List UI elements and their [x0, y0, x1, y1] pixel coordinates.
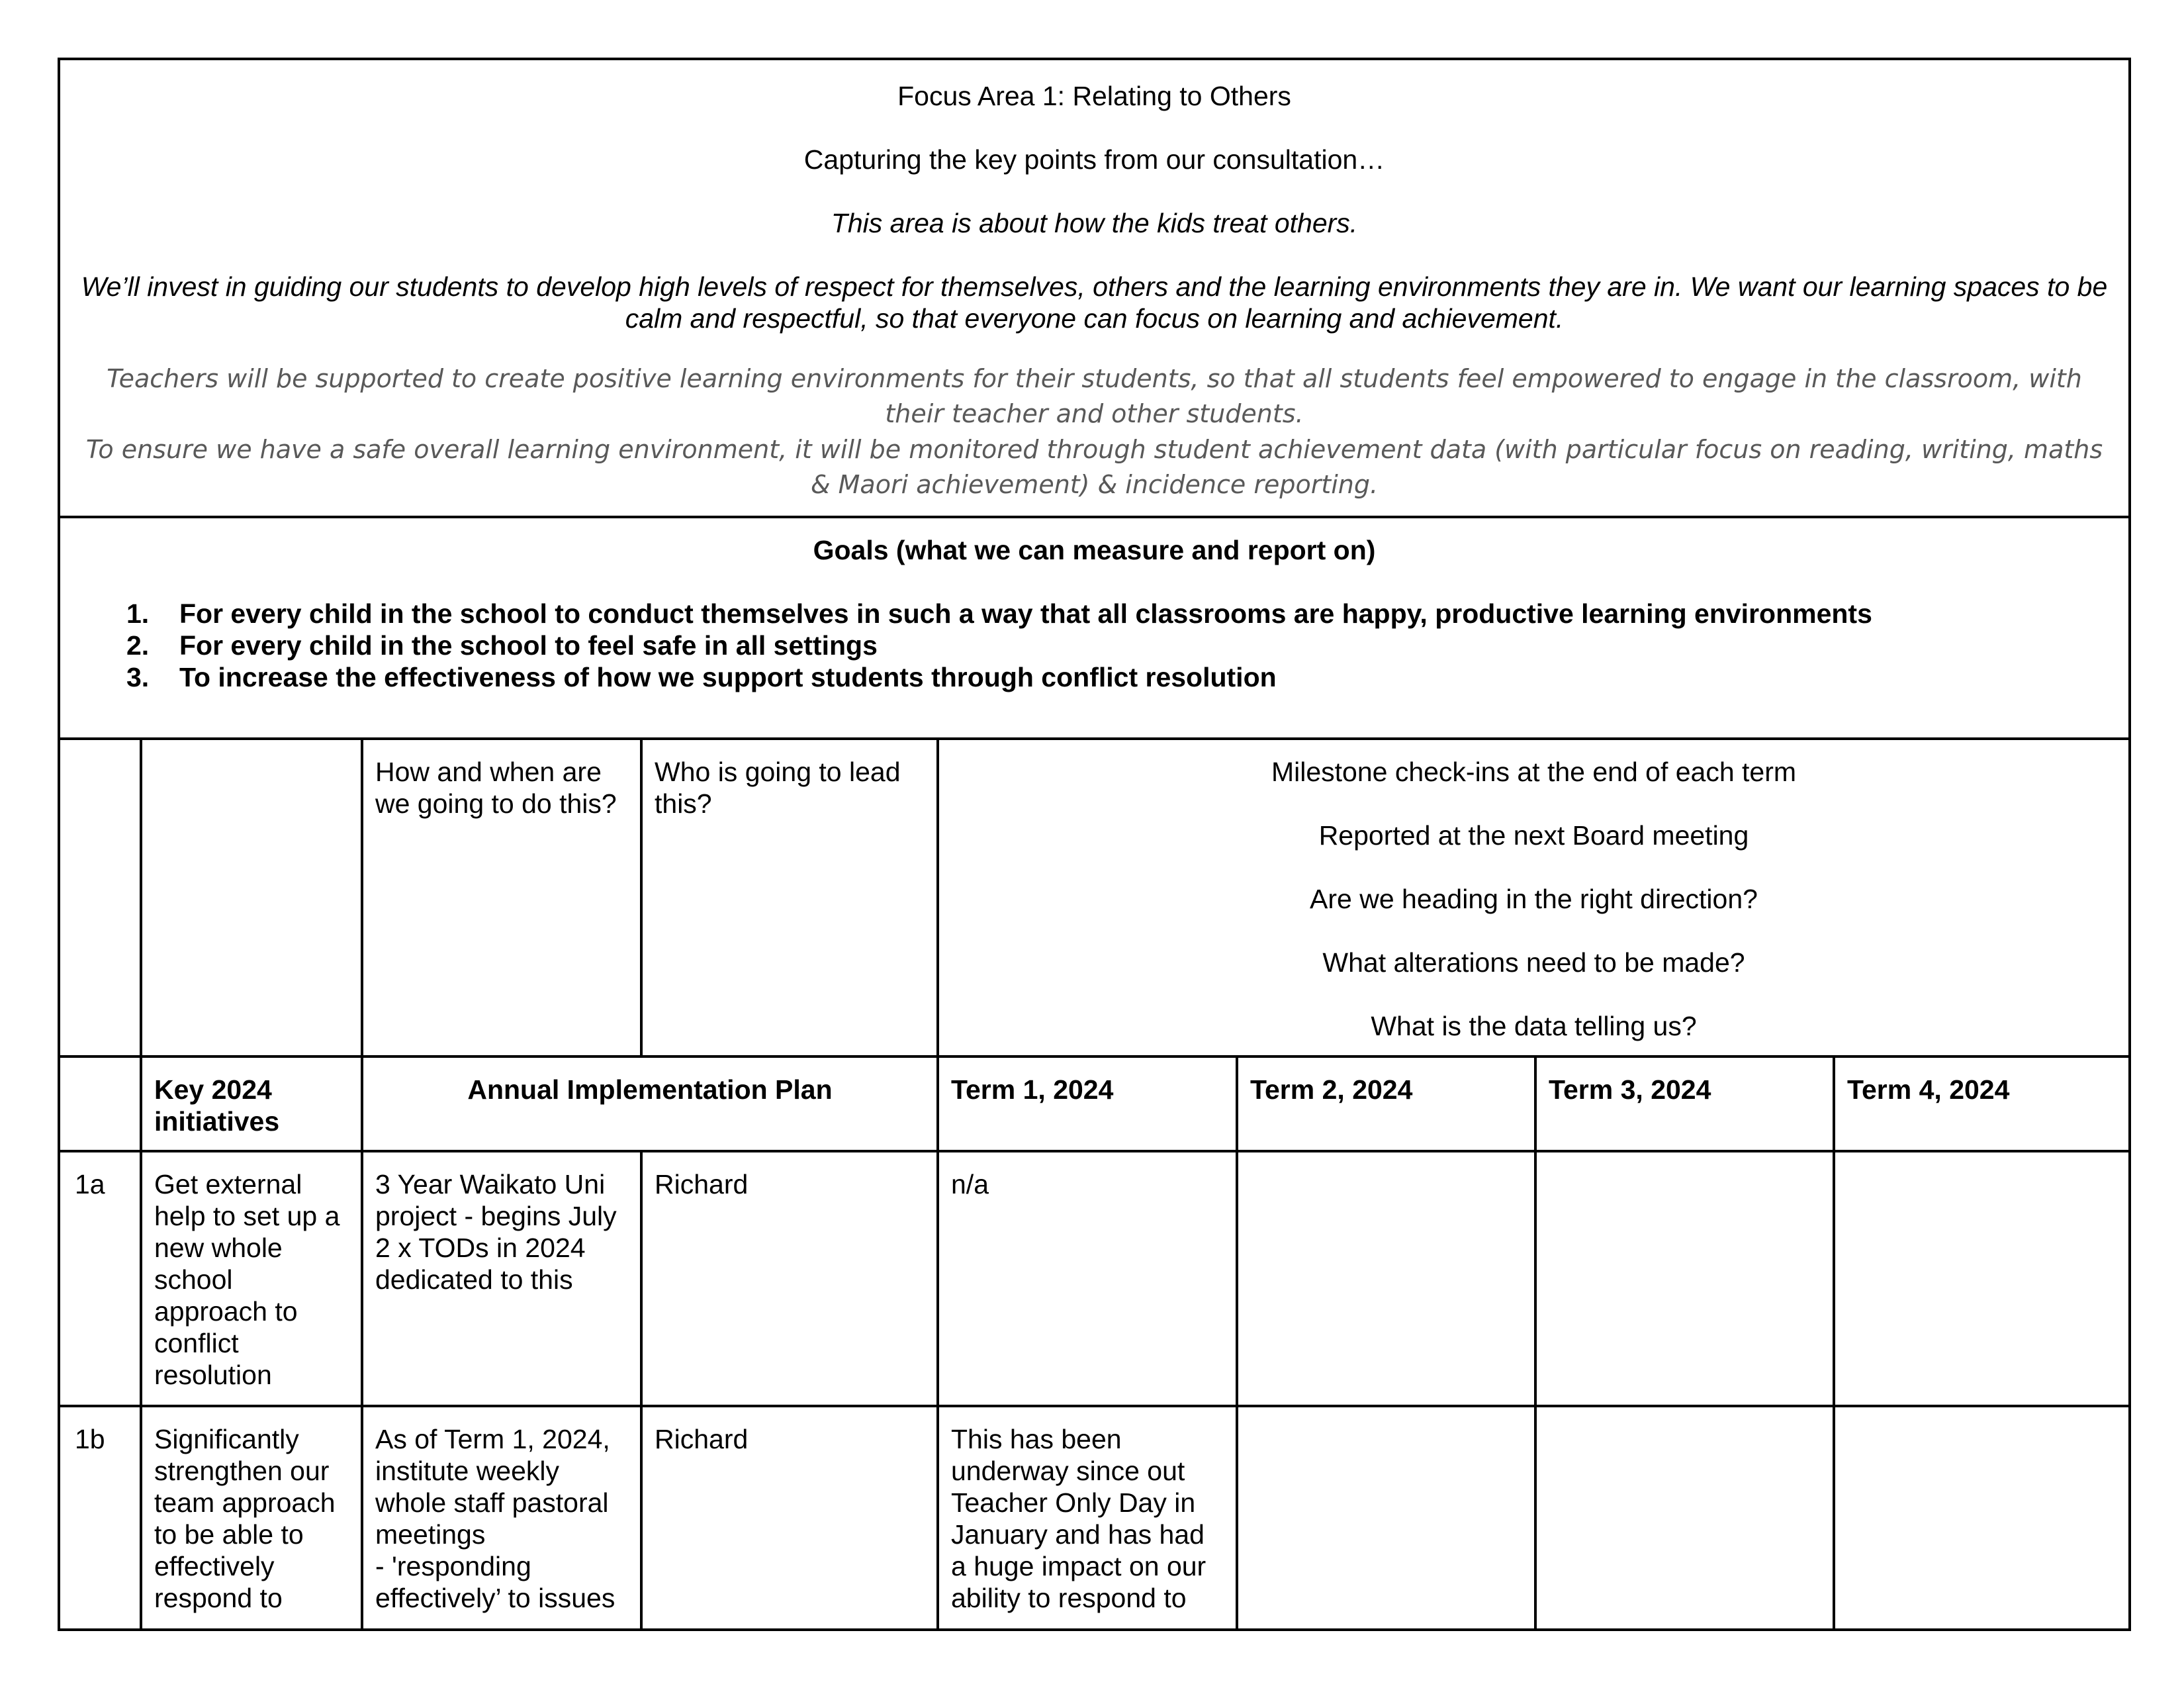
- col-divider-2: [361, 737, 363, 1628]
- milestone-line: What alterations need to be made?: [1322, 947, 1745, 978]
- header-initiatives: Key 2024 initiatives: [154, 1074, 280, 1137]
- divider-row1a-row1b: [60, 1405, 2128, 1407]
- col-divider-7: [1833, 1055, 1835, 1628]
- row-1a-term1: n/a: [951, 1169, 989, 1199]
- focus-teachers: Teachers will be supported to create positive learning environments for their students, so that all students feel empowered to engage in the classroom, with their teacher and other students.: [107, 364, 2082, 428]
- row-1a-who: Richard: [655, 1169, 749, 1199]
- col-divider-1: [140, 737, 142, 1628]
- header-plan: Annual Implementation Plan: [467, 1074, 833, 1105]
- row-1b-who: Richard: [655, 1424, 749, 1454]
- goal-item: For every child in the school to conduct themselves in such a way that all classrooms are happy, productive learning environments: [179, 598, 1872, 629]
- row-1b-how: As of Term 1, 2024, institute weekly whole staff pastoral meetings - 'responding effectively’ to issues: [375, 1424, 615, 1613]
- header-term4: Term 4, 2024: [1847, 1074, 2010, 1105]
- row-1b-id: 1b: [75, 1424, 105, 1454]
- col-divider-5: [1236, 1055, 1238, 1628]
- how-question: How and when are we going to do this?: [375, 757, 617, 819]
- goal-number: 3.: [126, 662, 150, 692]
- focus-title: Focus Area 1: Relating to Others: [897, 81, 1291, 111]
- row-1a-id: 1a: [75, 1169, 105, 1199]
- milestone-line: Milestone check-ins at the end of each term: [1271, 757, 1797, 787]
- header-term3: Term 3, 2024: [1549, 1074, 1711, 1105]
- divider-goals-questions: [60, 737, 2128, 740]
- focus-ensure: To ensure we have a safe overall learning environment, it will be monitored through student achievement data (with particular focus on reading, writing, maths & Maori achievement) & incidence reporting.: [85, 435, 2103, 499]
- goal-number: 2.: [126, 630, 150, 661]
- header-term2: Term 2, 2024: [1250, 1074, 1413, 1105]
- milestone-line: What is the data telling us?: [1371, 1011, 1697, 1041]
- header-term1: Term 1, 2024: [951, 1074, 1114, 1105]
- row-1a-initiative: Get external help to set up a new whole school approach to conflict resolution: [154, 1169, 340, 1390]
- plan-table: [58, 58, 2131, 1631]
- goal-item: For every child in the school to feel safe in all settings: [179, 630, 878, 661]
- divider-headers-row1a: [60, 1150, 2128, 1152]
- milestone-line: Are we heading in the right direction?: [1310, 884, 1758, 914]
- col-divider-3b: [640, 1150, 643, 1628]
- row-1b-term1: This has been underway since out Teacher Only Day in January and has had a huge impact on our ability to respond to: [951, 1424, 1206, 1613]
- focus-subtitle: Capturing the key points from our consultation…: [803, 144, 1385, 175]
- who-question: Who is going to lead this?: [655, 757, 901, 819]
- goals-heading: Goals (what we can measure and report on): [813, 535, 1376, 565]
- col-divider-6: [1534, 1055, 1537, 1628]
- goal-number: 1.: [126, 598, 150, 629]
- row-1b-initiative: Significantly strengthen our team approach to be able to effectively respond to: [154, 1424, 336, 1613]
- focus-invest: We’ll invest in guiding our students to develop high levels of respect for themselves, others and the learning environments they are in. We want our learning spaces to be calm and respectful, so that everyone can focus on learning and achievement.: [81, 271, 2108, 334]
- col-divider-4: [936, 737, 939, 1628]
- divider-questions-headers: [60, 1055, 2128, 1058]
- col-divider-3: [640, 737, 643, 1056]
- divider-focus-goals: [60, 516, 2128, 518]
- row-1a-how: 3 Year Waikato Uni project - begins July 2 x TODs in 2024 dedicated to this: [375, 1169, 617, 1295]
- goal-item: To increase the effectiveness of how we support students through conflict resolution: [179, 662, 1277, 692]
- focus-about: This area is about how the kids treat others.: [831, 208, 1358, 238]
- milestone-line: Reported at the next Board meeting: [1318, 820, 1749, 851]
